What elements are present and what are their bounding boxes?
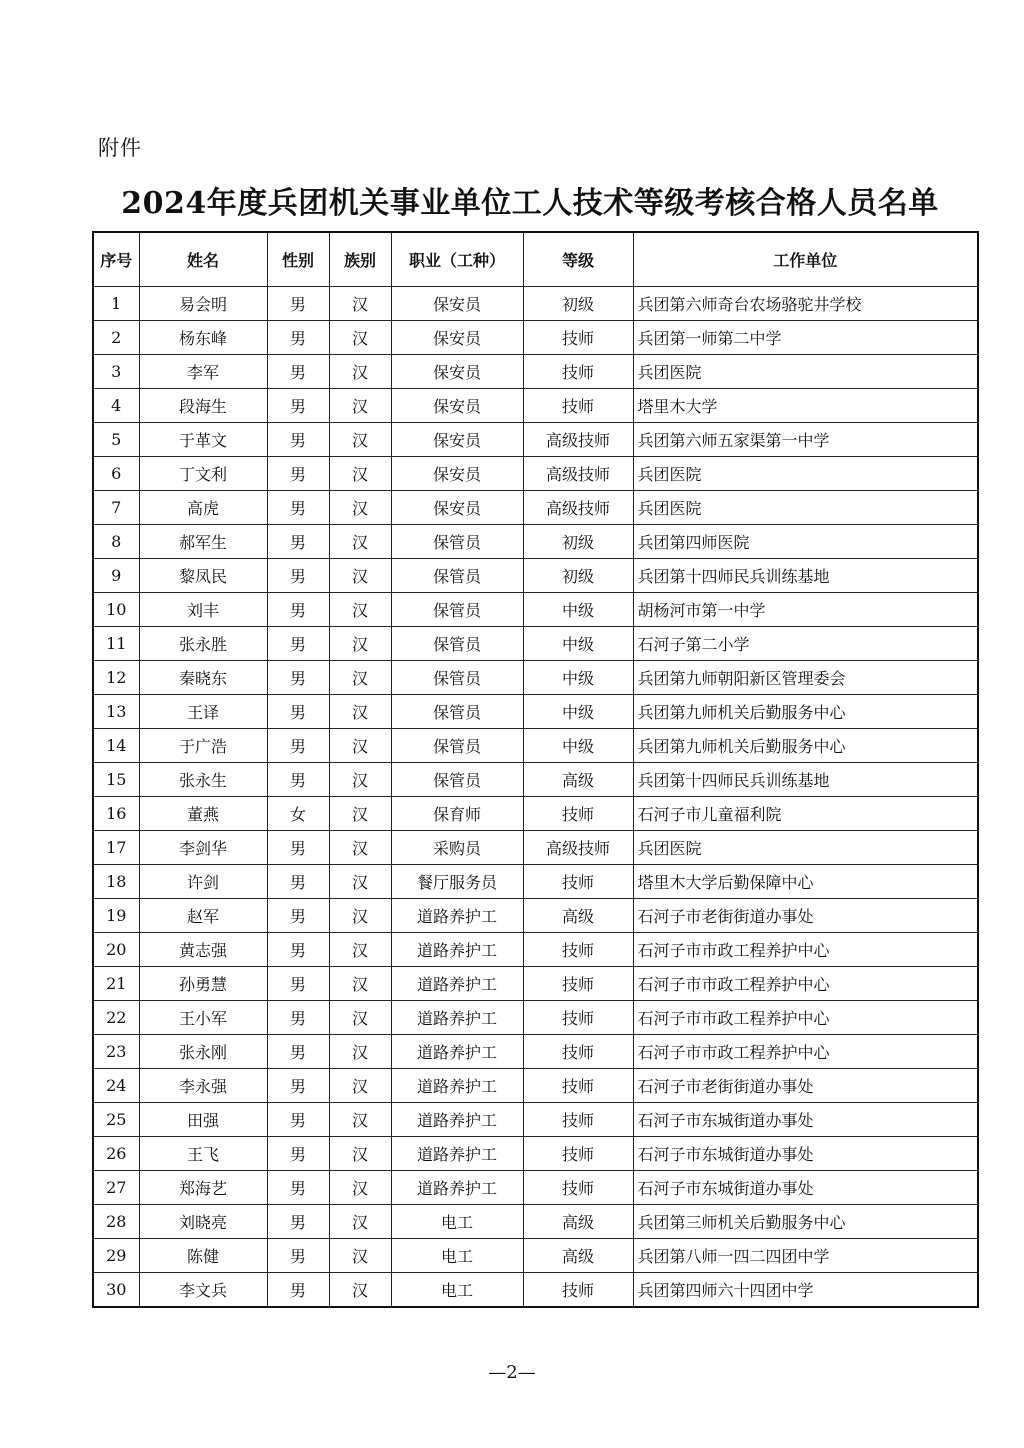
cell-name: 李永强 xyxy=(139,1069,267,1103)
cell-ethnicity: 汉 xyxy=(329,763,391,797)
cell-work-unit: 兵团第十四师民兵训练基地 xyxy=(633,763,978,797)
cell-name: 李文兵 xyxy=(139,1273,267,1308)
table-row xyxy=(93,933,978,967)
cell-level: 技师 xyxy=(523,355,633,389)
header-level: 等级 xyxy=(523,232,633,287)
cell-ethnicity: 汉 xyxy=(329,423,391,457)
cell-ethnicity: 汉 xyxy=(329,491,391,525)
cell-work-unit: 石河子市儿童福利院 xyxy=(633,797,978,831)
table-row xyxy=(93,593,978,627)
cell-name: 杨东峰 xyxy=(139,321,267,355)
cell-gender: 男 xyxy=(267,729,329,763)
cell-name: 于革文 xyxy=(139,423,267,457)
cell-gender: 男 xyxy=(267,1035,329,1069)
cell-name: 易会明 xyxy=(139,287,267,321)
cell-occupation: 道路养护工 xyxy=(391,1137,523,1171)
cell-occupation: 保安员 xyxy=(391,287,523,321)
cell-ethnicity: 汉 xyxy=(329,899,391,933)
table-row xyxy=(93,423,978,457)
cell-name: 张永刚 xyxy=(139,1035,267,1069)
cell-index: 5 xyxy=(93,423,139,457)
cell-gender: 男 xyxy=(267,525,329,559)
cell-level: 技师 xyxy=(523,389,633,423)
cell-work-unit: 石河子市市政工程养护中心 xyxy=(633,933,978,967)
cell-work-unit: 石河子市市政工程养护中心 xyxy=(633,967,978,1001)
cell-occupation: 保管员 xyxy=(391,593,523,627)
table-row xyxy=(93,899,978,933)
cell-ethnicity: 汉 xyxy=(329,865,391,899)
cell-level: 高级 xyxy=(523,1205,633,1239)
cell-work-unit: 胡杨河市第一中学 xyxy=(633,593,978,627)
cell-index: 11 xyxy=(93,627,139,661)
cell-occupation: 保管员 xyxy=(391,627,523,661)
cell-index: 7 xyxy=(93,491,139,525)
cell-work-unit: 兵团第一师第二中学 xyxy=(633,321,978,355)
cell-occupation: 保安员 xyxy=(391,355,523,389)
cell-index: 20 xyxy=(93,933,139,967)
cell-work-unit: 兵团第九师机关后勤服务中心 xyxy=(633,695,978,729)
cell-work-unit: 石河子市老街街道办事处 xyxy=(633,899,978,933)
header-occupation: 职业（工种） xyxy=(391,232,523,287)
table-row xyxy=(93,1001,978,1035)
cell-index: 8 xyxy=(93,525,139,559)
cell-level: 中级 xyxy=(523,729,633,763)
cell-name: 李军 xyxy=(139,355,267,389)
cell-work-unit: 石河子市老街街道办事处 xyxy=(633,1069,978,1103)
cell-gender: 男 xyxy=(267,899,329,933)
cell-occupation: 道路养护工 xyxy=(391,1103,523,1137)
cell-level: 中级 xyxy=(523,593,633,627)
cell-index: 25 xyxy=(93,1103,139,1137)
cell-name: 李剑华 xyxy=(139,831,267,865)
cell-work-unit: 兵团第六师五家渠第一中学 xyxy=(633,423,978,457)
cell-index: 13 xyxy=(93,695,139,729)
table-row xyxy=(93,661,978,695)
cell-gender: 男 xyxy=(267,831,329,865)
cell-ethnicity: 汉 xyxy=(329,661,391,695)
cell-index: 18 xyxy=(93,865,139,899)
cell-ethnicity: 汉 xyxy=(329,355,391,389)
cell-level: 高级 xyxy=(523,763,633,797)
cell-ethnicity: 汉 xyxy=(329,525,391,559)
cell-name: 许剑 xyxy=(139,865,267,899)
cell-work-unit: 兵团医院 xyxy=(633,457,978,491)
attachment-label: 附件 xyxy=(98,136,142,160)
table-row xyxy=(93,1137,978,1171)
cell-ethnicity: 汉 xyxy=(329,1137,391,1171)
cell-ethnicity: 汉 xyxy=(329,287,391,321)
cell-gender: 女 xyxy=(267,797,329,831)
cell-gender: 男 xyxy=(267,355,329,389)
cell-work-unit: 兵团第四师医院 xyxy=(633,525,978,559)
cell-ethnicity: 汉 xyxy=(329,695,391,729)
cell-occupation: 道路养护工 xyxy=(391,967,523,1001)
cell-work-unit: 石河子市东城街道办事处 xyxy=(633,1137,978,1171)
cell-index: 1 xyxy=(93,287,139,321)
cell-occupation: 保管员 xyxy=(391,559,523,593)
cell-ethnicity: 汉 xyxy=(329,967,391,1001)
cell-index: 26 xyxy=(93,1137,139,1171)
header-ethnicity: 族别 xyxy=(329,232,391,287)
table-row xyxy=(93,1239,978,1273)
table-row xyxy=(93,389,978,423)
cell-work-unit: 兵团第九师朝阳新区管理委会 xyxy=(633,661,978,695)
cell-name: 王飞 xyxy=(139,1137,267,1171)
table-header-row xyxy=(93,232,978,287)
cell-gender: 男 xyxy=(267,559,329,593)
cell-occupation: 电工 xyxy=(391,1239,523,1273)
qualified-personnel-table xyxy=(92,231,979,1308)
cell-ethnicity: 汉 xyxy=(329,593,391,627)
cell-work-unit: 兵团医院 xyxy=(633,355,978,389)
header-name: 姓名 xyxy=(139,232,267,287)
cell-index: 6 xyxy=(93,457,139,491)
cell-gender: 男 xyxy=(267,1103,329,1137)
cell-level: 技师 xyxy=(523,1069,633,1103)
cell-occupation: 道路养护工 xyxy=(391,1001,523,1035)
cell-level: 技师 xyxy=(523,933,633,967)
cell-gender: 男 xyxy=(267,1069,329,1103)
cell-work-unit: 石河子市东城街道办事处 xyxy=(633,1171,978,1205)
cell-level: 中级 xyxy=(523,627,633,661)
document-title: 2024年度兵团机关事业单位工人技术等级考核合格人员名单 xyxy=(121,186,939,221)
cell-index: 4 xyxy=(93,389,139,423)
cell-occupation: 餐厅服务员 xyxy=(391,865,523,899)
cell-gender: 男 xyxy=(267,763,329,797)
cell-index: 30 xyxy=(93,1273,139,1308)
cell-ethnicity: 汉 xyxy=(329,1001,391,1035)
cell-name: 郝军生 xyxy=(139,525,267,559)
table-row xyxy=(93,729,978,763)
cell-ethnicity: 汉 xyxy=(329,457,391,491)
cell-ethnicity: 汉 xyxy=(329,831,391,865)
cell-index: 29 xyxy=(93,1239,139,1273)
cell-level: 初级 xyxy=(523,525,633,559)
cell-gender: 男 xyxy=(267,1001,329,1035)
table-row xyxy=(93,1103,978,1137)
cell-work-unit: 石河子市市政工程养护中心 xyxy=(633,1001,978,1035)
cell-ethnicity: 汉 xyxy=(329,559,391,593)
cell-index: 16 xyxy=(93,797,139,831)
table-row xyxy=(93,695,978,729)
cell-ethnicity: 汉 xyxy=(329,1035,391,1069)
table-row xyxy=(93,627,978,661)
cell-work-unit: 塔里木大学 xyxy=(633,389,978,423)
cell-level: 初级 xyxy=(523,287,633,321)
cell-ethnicity: 汉 xyxy=(329,321,391,355)
cell-work-unit: 塔里木大学后勤保障中心 xyxy=(633,865,978,899)
cell-gender: 男 xyxy=(267,627,329,661)
cell-ethnicity: 汉 xyxy=(329,1069,391,1103)
cell-level: 高级技师 xyxy=(523,831,633,865)
cell-work-unit: 兵团第十四师民兵训练基地 xyxy=(633,559,978,593)
table-row xyxy=(93,763,978,797)
cell-level: 技师 xyxy=(523,1171,633,1205)
cell-occupation: 保管员 xyxy=(391,729,523,763)
cell-occupation: 电工 xyxy=(391,1205,523,1239)
cell-level: 技师 xyxy=(523,967,633,1001)
cell-work-unit: 石河子市市政工程养护中心 xyxy=(633,1035,978,1069)
cell-gender: 男 xyxy=(267,1137,329,1171)
table-row xyxy=(93,559,978,593)
cell-level: 高级 xyxy=(523,1239,633,1273)
cell-index: 21 xyxy=(93,967,139,1001)
cell-index: 14 xyxy=(93,729,139,763)
cell-gender: 男 xyxy=(267,457,329,491)
cell-name: 董燕 xyxy=(139,797,267,831)
header-gender: 性别 xyxy=(267,232,329,287)
cell-name: 赵军 xyxy=(139,899,267,933)
cell-occupation: 保管员 xyxy=(391,763,523,797)
cell-index: 3 xyxy=(93,355,139,389)
cell-occupation: 保安员 xyxy=(391,457,523,491)
cell-name: 郑海艺 xyxy=(139,1171,267,1205)
cell-occupation: 保安员 xyxy=(391,491,523,525)
cell-gender: 男 xyxy=(267,695,329,729)
cell-level: 技师 xyxy=(523,865,633,899)
cell-name: 刘晓亮 xyxy=(139,1205,267,1239)
cell-ethnicity: 汉 xyxy=(329,389,391,423)
cell-gender: 男 xyxy=(267,389,329,423)
cell-name: 刘丰 xyxy=(139,593,267,627)
table-row xyxy=(93,525,978,559)
cell-occupation: 保安员 xyxy=(391,423,523,457)
cell-level: 技师 xyxy=(523,321,633,355)
table-row xyxy=(93,1171,978,1205)
cell-occupation: 保安员 xyxy=(391,321,523,355)
page-number: —2— xyxy=(488,1362,536,1383)
cell-name: 段海生 xyxy=(139,389,267,423)
cell-level: 技师 xyxy=(523,1035,633,1069)
cell-level: 高级技师 xyxy=(523,491,633,525)
cell-gender: 男 xyxy=(267,1205,329,1239)
cell-level: 技师 xyxy=(523,1137,633,1171)
cell-name: 张永生 xyxy=(139,763,267,797)
cell-gender: 男 xyxy=(267,423,329,457)
table-row xyxy=(93,1069,978,1103)
cell-gender: 男 xyxy=(267,287,329,321)
cell-occupation: 道路养护工 xyxy=(391,1035,523,1069)
cell-name: 田强 xyxy=(139,1103,267,1137)
cell-ethnicity: 汉 xyxy=(329,933,391,967)
cell-name: 丁文利 xyxy=(139,457,267,491)
cell-ethnicity: 汉 xyxy=(329,627,391,661)
table-row xyxy=(93,287,978,321)
cell-gender: 男 xyxy=(267,491,329,525)
cell-gender: 男 xyxy=(267,661,329,695)
cell-index: 17 xyxy=(93,831,139,865)
cell-gender: 男 xyxy=(267,865,329,899)
cell-level: 技师 xyxy=(523,1273,633,1308)
cell-level: 中级 xyxy=(523,661,633,695)
table-row xyxy=(93,831,978,865)
cell-occupation: 保管员 xyxy=(391,525,523,559)
cell-level: 高级技师 xyxy=(523,423,633,457)
header-index: 序号 xyxy=(93,232,139,287)
cell-name: 秦晓东 xyxy=(139,661,267,695)
cell-occupation: 保管员 xyxy=(391,661,523,695)
cell-gender: 男 xyxy=(267,1239,329,1273)
cell-index: 9 xyxy=(93,559,139,593)
cell-ethnicity: 汉 xyxy=(329,1103,391,1137)
cell-index: 15 xyxy=(93,763,139,797)
cell-name: 高虎 xyxy=(139,491,267,525)
cell-level: 中级 xyxy=(523,695,633,729)
cell-index: 12 xyxy=(93,661,139,695)
cell-name: 黄志强 xyxy=(139,933,267,967)
cell-name: 王译 xyxy=(139,695,267,729)
cell-occupation: 道路养护工 xyxy=(391,1171,523,1205)
cell-level: 技师 xyxy=(523,1103,633,1137)
cell-index: 27 xyxy=(93,1171,139,1205)
cell-ethnicity: 汉 xyxy=(329,729,391,763)
cell-work-unit: 兵团第九师机关后勤服务中心 xyxy=(633,729,978,763)
cell-gender: 男 xyxy=(267,1171,329,1205)
cell-index: 19 xyxy=(93,899,139,933)
table-row xyxy=(93,865,978,899)
cell-name: 于广浩 xyxy=(139,729,267,763)
cell-level: 技师 xyxy=(523,1001,633,1035)
cell-occupation: 电工 xyxy=(391,1273,523,1308)
cell-name: 陈健 xyxy=(139,1239,267,1273)
cell-gender: 男 xyxy=(267,593,329,627)
table-row xyxy=(93,1035,978,1069)
cell-level: 初级 xyxy=(523,559,633,593)
cell-index: 2 xyxy=(93,321,139,355)
cell-work-unit: 石河子第二小学 xyxy=(633,627,978,661)
cell-occupation: 道路养护工 xyxy=(391,899,523,933)
cell-index: 24 xyxy=(93,1069,139,1103)
cell-work-unit: 兵团第八师一四二四团中学 xyxy=(633,1239,978,1273)
cell-occupation: 保管员 xyxy=(391,695,523,729)
cell-ethnicity: 汉 xyxy=(329,1205,391,1239)
cell-ethnicity: 汉 xyxy=(329,1273,391,1308)
cell-occupation: 道路养护工 xyxy=(391,1069,523,1103)
cell-occupation: 保育师 xyxy=(391,797,523,831)
table-row xyxy=(93,355,978,389)
table-row xyxy=(93,457,978,491)
cell-work-unit: 兵团第四师六十四团中学 xyxy=(633,1273,978,1308)
cell-occupation: 保安员 xyxy=(391,389,523,423)
table-row xyxy=(93,967,978,1001)
table-row xyxy=(93,321,978,355)
cell-index: 10 xyxy=(93,593,139,627)
cell-name: 张永胜 xyxy=(139,627,267,661)
cell-name: 黎凤民 xyxy=(139,559,267,593)
table-row xyxy=(93,491,978,525)
header-work-unit: 工作单位 xyxy=(633,232,978,287)
cell-occupation: 道路养护工 xyxy=(391,933,523,967)
cell-level: 技师 xyxy=(523,797,633,831)
table-row xyxy=(93,1205,978,1239)
cell-work-unit: 兵团医院 xyxy=(633,491,978,525)
cell-gender: 男 xyxy=(267,933,329,967)
cell-work-unit: 兵团第三师机关后勤服务中心 xyxy=(633,1205,978,1239)
cell-index: 23 xyxy=(93,1035,139,1069)
cell-name: 孙勇慧 xyxy=(139,967,267,1001)
cell-name: 王小军 xyxy=(139,1001,267,1035)
table-body xyxy=(93,287,978,1308)
cell-index: 28 xyxy=(93,1205,139,1239)
cell-work-unit: 兵团医院 xyxy=(633,831,978,865)
cell-level: 高级技师 xyxy=(523,457,633,491)
cell-index: 22 xyxy=(93,1001,139,1035)
cell-gender: 男 xyxy=(267,1273,329,1308)
table-row xyxy=(93,1273,978,1308)
cell-ethnicity: 汉 xyxy=(329,1171,391,1205)
cell-ethnicity: 汉 xyxy=(329,1239,391,1273)
cell-gender: 男 xyxy=(267,967,329,1001)
cell-work-unit: 兵团第六师奇台农场骆驼井学校 xyxy=(633,287,978,321)
cell-work-unit: 石河子市东城街道办事处 xyxy=(633,1103,978,1137)
cell-level: 高级 xyxy=(523,899,633,933)
cell-ethnicity: 汉 xyxy=(329,797,391,831)
cell-gender: 男 xyxy=(267,321,329,355)
table-row xyxy=(93,797,978,831)
cell-occupation: 采购员 xyxy=(391,831,523,865)
